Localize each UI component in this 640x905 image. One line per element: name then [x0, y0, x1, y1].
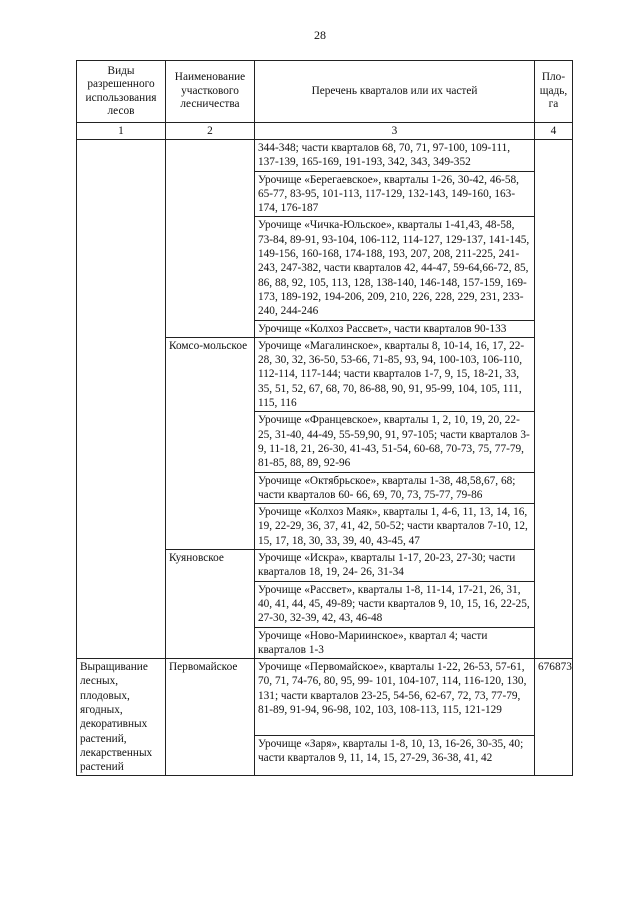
area-value: 676873 [535, 659, 573, 776]
page-number: 28 [314, 28, 326, 42]
quarters-cell: Урочище «Ново-Мариинское», квартал 4; части кварталов 1-3 [255, 627, 535, 659]
forestry-name-komsomolskoe: Комсо-мольское [166, 337, 255, 549]
quarters-cell: Урочище «Магалинское», кварталы 8, 10-14, 16, 17, 22-28, 30, 32, 36-50, 53-66, 71-85, 93, 94, 100-103, 106-110, 112-114, 117-144; части кварталов 1-7, 9, 15, 18-21, 33, 35, 51, 52, 67, 68, 70, 86-88, 90, 91, 95-99, 104, 105, 111, 115, 116 [255, 337, 535, 411]
forest-use-table [76, 60, 573, 659]
table-row [77, 140, 573, 172]
quarters-cell: Урочище «Колхоз Маяк», кварталы 1, 4-6, 11, 13, 14, 16, 19, 22-29, 36, 37, 41, 42, 50-52; части кварталов 7-10, 12, 15, 17, 18, 30, 33, 39, 40, 43-45, 47 [255, 504, 535, 550]
area-cell [535, 140, 573, 659]
table-row [77, 659, 573, 736]
column-number: 1 [77, 123, 166, 140]
header-quarters-list: Перечень кварталов или их частей [255, 61, 535, 123]
column-number: 4 [535, 123, 573, 140]
header-area: Пло-щадь, га [535, 61, 573, 123]
forestry-cell [166, 140, 255, 338]
quarters-cell: Урочище «Колхоз Рассвет», части кварталов 90-133 [255, 320, 535, 337]
column-number-row [77, 123, 573, 140]
quarters-cell: Урочище «Рассвет», кварталы 1-8, 11-14, 17-21, 26, 31, 40, 41, 44, 45, 49-89; части кварталов 9, 10, 15, 16, 22-25, 27-30, 32-39, 42, 43, 46-48 [255, 581, 535, 627]
quarters-cell: Урочище «Октябрьское», кварталы 1-38, 48,58,67, 68; части кварталов 60- 66, 69, 70, 73, 75-77, 79-86 [255, 472, 535, 504]
forestry-name-pervomaiskoe: Первомайское [166, 659, 255, 776]
header-row [77, 61, 573, 123]
header-forest-use-types: Виды разрешенного использования лесов [77, 61, 166, 123]
forestry-name-kuyanovskoe: Куяновское [166, 550, 255, 659]
quarters-cell: Урочище «Заря», кварталы 1-8, 10, 13, 16-26, 30-35, 40; части кварталов 9, 11, 14, 15, 27-29, 36-38, 41, 42 [255, 736, 535, 776]
quarters-cell: 344-348; части кварталов 68, 70, 71, 97-100, 109-111, 137-139, 165-169, 191-193, 342, 343, 349-352 [255, 140, 535, 172]
quarters-cell: Урочище «Берегаевское», кварталы 1-26, 30-42, 46-58, 65-77, 83-95, 101-113, 117-129, 132-143, 149-160, 163-174, 176-187 [255, 171, 535, 217]
quarters-cell: Урочище «Искра», кварталы 1-17, 20-23, 27-30; части кварталов 18, 19, 24- 26, 31-34 [255, 550, 535, 582]
forest-use-table-part2 [76, 658, 573, 776]
quarters-cell: Урочище «Чичка-Юльское», кварталы 1-41,43, 48-58, 73-84, 89-91, 93-104, 106-112, 114-127, 129-137, 141-145, 149-156, 160-168, 174-188, 193, 207, 208, 211-225, 241-243, 247-382, части кварталов 42, 44-47, 59-64,66-72, 85, 86, 88, 92, 105, 113, 128, 138-140, 146-148, 157-159, 169-173, 189-192, 194-206, 209, 210, 226, 228, 229, 231, 233-240, 244-246 [255, 217, 535, 320]
quarters-cell: Урочище «Францевское», кварталы 1, 2, 10, 19, 20, 22-25, 31-40, 44-49, 55-59,90, 91, 97-105; части кварталов 3-9, 11-18, 21, 26-30, 41-43, 51-54, 60-68, 70-73, 75, 77-79, 81-85, 88, 89, 92-96 [255, 412, 535, 472]
column-number: 2 [166, 123, 255, 140]
forest-use-cell [77, 140, 166, 659]
header-forestry-name: Наименование участкового лесничества [166, 61, 255, 123]
forest-use-type-cultivation: Выращивание лесных, плодовых, ягодных, декоративных растений, лекарственных растений [77, 659, 166, 776]
column-number: 3 [255, 123, 535, 140]
quarters-cell: Урочище «Первомайское», кварталы 1-22, 26-53, 57-61, 70, 71, 74-76, 80, 95, 99- 101, 104-107, 114, 116-120, 130, 131; части кварталов 23-25, 54-56, 62-67, 72, 73, 77-79, 81-89, 91-94, 96-98, 102, 103, 108-113, 115, 121-129 [255, 659, 535, 736]
